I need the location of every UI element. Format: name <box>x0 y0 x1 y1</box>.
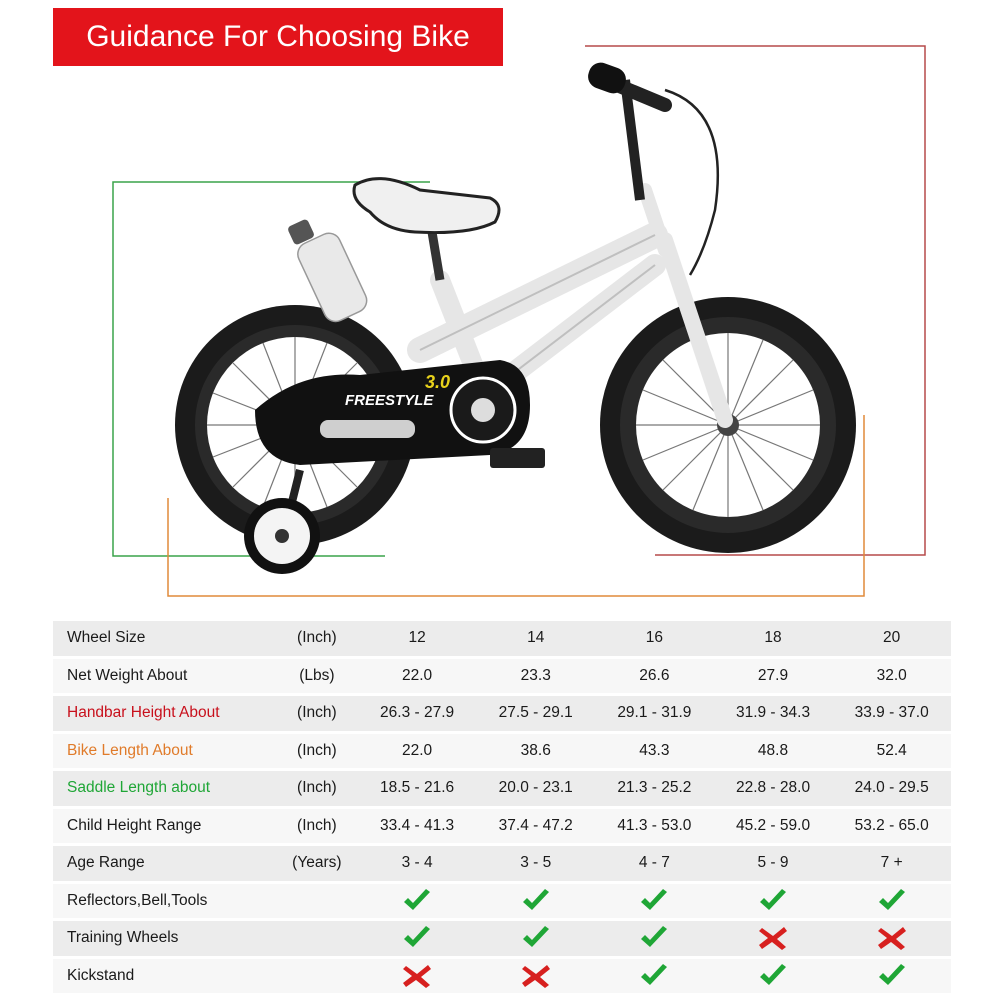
cell: 27.5 - 29.1 <box>476 696 595 734</box>
cell: 24.0 - 29.5 <box>832 771 951 809</box>
cell: 52.4 <box>832 734 951 772</box>
row-label: Handbar Height About <box>53 696 276 734</box>
check-icon <box>520 888 552 914</box>
cell: 22.0 <box>358 734 477 772</box>
check-icon <box>638 963 670 989</box>
cell: 31.9 - 34.3 <box>714 696 833 734</box>
check-icon <box>638 925 670 951</box>
table-row <box>53 959 951 997</box>
mark-cell <box>714 921 833 959</box>
row-unit: (Inch) <box>276 734 358 772</box>
cell: 20.0 - 23.1 <box>476 771 595 809</box>
cell: 23.3 <box>476 659 595 697</box>
cell: 48.8 <box>714 734 833 772</box>
mark-cell <box>358 921 477 959</box>
cell: 32.0 <box>832 659 951 697</box>
cell: 38.6 <box>476 734 595 772</box>
mark-cell <box>595 921 714 959</box>
row-unit: (Inch) <box>276 809 358 847</box>
pedal <box>490 448 545 468</box>
cell: 22.0 <box>358 659 477 697</box>
check-icon <box>757 888 789 914</box>
cell: 20 <box>832 621 951 659</box>
row-unit: (Inch) <box>276 621 358 659</box>
mark-cell <box>476 959 595 997</box>
check-icon <box>401 925 433 951</box>
row-unit: (Inch) <box>276 696 358 734</box>
cell: 33.4 - 41.3 <box>358 809 477 847</box>
check-icon <box>401 888 433 914</box>
cell: 5 - 9 <box>714 846 833 884</box>
cross-icon <box>876 925 908 951</box>
saddle <box>354 179 499 233</box>
mark-cell <box>714 884 833 922</box>
check-icon <box>876 963 908 989</box>
cell: 45.2 - 59.0 <box>714 809 833 847</box>
row-label: Age Range <box>53 846 276 884</box>
cell: 18 <box>714 621 833 659</box>
check-icon <box>757 963 789 989</box>
cell: 16 <box>595 621 714 659</box>
cross-icon <box>401 963 433 989</box>
chain-guard-brand: FREESTYLE <box>345 392 434 409</box>
row-label: Saddle Length about <box>53 771 276 809</box>
cell: 4 - 7 <box>595 846 714 884</box>
cross-icon <box>520 963 552 989</box>
mark-cell <box>595 884 714 922</box>
row-label: Net Weight About <box>53 659 276 697</box>
spec-table <box>53 621 951 996</box>
table-row <box>53 809 951 847</box>
mark-cell <box>476 921 595 959</box>
check-icon <box>520 925 552 951</box>
mark-cell <box>358 884 477 922</box>
row-unit <box>276 884 358 922</box>
mark-cell <box>595 959 714 997</box>
check-icon <box>876 888 908 914</box>
mark-cell <box>714 959 833 997</box>
cell: 3 - 5 <box>476 846 595 884</box>
cell: 43.3 <box>595 734 714 772</box>
cell: 27.9 <box>714 659 833 697</box>
row-label: Wheel Size <box>53 621 276 659</box>
cell: 29.1 - 31.9 <box>595 696 714 734</box>
title-banner: Guidance For Choosing Bike <box>53 8 503 66</box>
cell: 3 - 4 <box>358 846 477 884</box>
mark-cell <box>832 959 951 997</box>
row-label: Bike Length About <box>53 734 276 772</box>
cell: 53.2 - 65.0 <box>832 809 951 847</box>
row-label: Training Wheels <box>53 921 276 959</box>
table-row <box>53 921 951 959</box>
mark-cell <box>832 921 951 959</box>
cell: 7 + <box>832 846 951 884</box>
cell: 26.6 <box>595 659 714 697</box>
mark-cell <box>358 959 477 997</box>
mark-cell <box>832 884 951 922</box>
row-label: Kickstand <box>53 959 276 997</box>
row-unit <box>276 921 358 959</box>
table-row <box>53 696 951 734</box>
chain-guard-badge: 3.0 <box>425 372 451 392</box>
table-row <box>53 884 951 922</box>
mark-cell <box>476 884 595 922</box>
cell: 14 <box>476 621 595 659</box>
row-unit <box>276 959 358 997</box>
table-row <box>53 659 951 697</box>
row-unit: (Lbs) <box>276 659 358 697</box>
table-row <box>53 734 951 772</box>
row-label: Reflectors,Bell,Tools <box>53 884 276 922</box>
cell: 18.5 - 21.6 <box>358 771 477 809</box>
cross-icon <box>757 925 789 951</box>
table-row <box>53 621 951 659</box>
cell: 26.3 - 27.9 <box>358 696 477 734</box>
cell: 21.3 - 25.2 <box>595 771 714 809</box>
table-row <box>53 846 951 884</box>
row-unit: (Inch) <box>276 771 358 809</box>
row-label: Child Height Range <box>53 809 276 847</box>
cell: 22.8 - 28.0 <box>714 771 833 809</box>
cell: 37.4 - 47.2 <box>476 809 595 847</box>
row-unit: (Years) <box>276 846 358 884</box>
table-row <box>53 771 951 809</box>
cell: 33.9 - 37.0 <box>832 696 951 734</box>
cell: 41.3 - 53.0 <box>595 809 714 847</box>
check-icon <box>638 888 670 914</box>
cell: 12 <box>358 621 477 659</box>
